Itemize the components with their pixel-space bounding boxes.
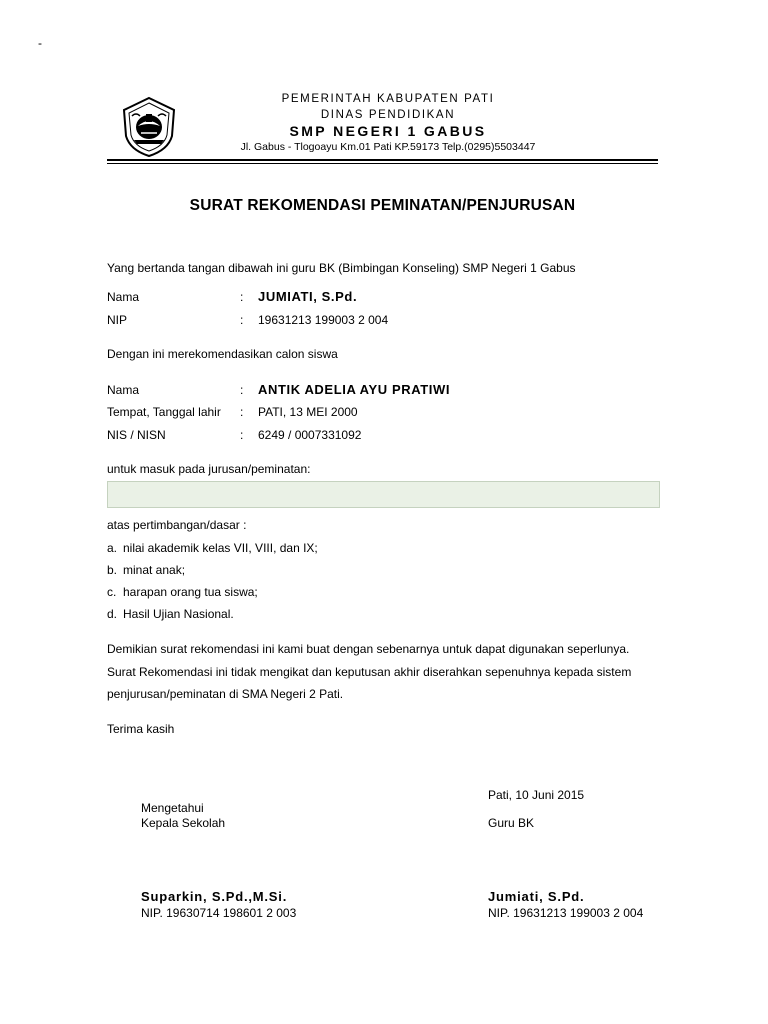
sign-right-role: Guru BK [488, 816, 535, 830]
student-nis-value: 6249 / 0007331092 [258, 428, 362, 442]
basis-item: minat anak; [123, 563, 186, 577]
basis-letter: c. [107, 585, 117, 599]
basis-item: harapan orang tua siswa; [123, 585, 258, 599]
basis-item: Hasil Ujian Nasional. [123, 607, 234, 621]
colon: : [240, 428, 244, 442]
colon: : [240, 405, 244, 419]
basis-item: nilai akademik kelas VII, VIII, dan IX; [123, 541, 318, 555]
jurusan-field[interactable] [107, 481, 660, 508]
sign-date: Pati, 10 Juni 2015 [488, 788, 585, 802]
intro-text: Yang bertanda tangan dibawah ini guru BK (Bimbingan Konseling) SMP Negeri 1 Gabus [107, 261, 576, 275]
recommend-text: Dengan ini merekomendasikan calon siswa [107, 347, 338, 361]
teacher-nip-value: 19631213 199003 2 004 [258, 313, 389, 327]
regency-emblem-icon [118, 96, 180, 158]
colon: : [240, 383, 244, 397]
sign-right-name: Jumiati, S.Pd. [488, 889, 585, 904]
letter-title: SURAT REKOMENDASI PEMINATAN/PENJURUSAN [189, 197, 576, 214]
letterhead-government: PEMERINTAH KABUPATEN PATI [281, 93, 495, 105]
sign-left-line1: Mengetahui [141, 801, 204, 815]
closing-line-3: penjurusan/peminatan di SMA Negeri 2 Pati. [107, 687, 344, 701]
letterhead-school: SMP NEGERI 1 GABUS [289, 123, 487, 139]
letterhead-department: DINAS PENDIDIKAN [320, 109, 456, 121]
sign-right-nip: NIP. 19631213 199003 2 004 [488, 906, 644, 920]
student-ttl-label: Tempat, Tanggal lahir [107, 405, 221, 419]
sign-left-name: Suparkin, S.Pd.,M.Si. [141, 889, 288, 904]
letterhead-rule-thin [107, 163, 658, 164]
page-mark: - [38, 36, 42, 50]
letterhead-address: Jl. Gabus - Tlogoayu Km.01 Pati KP.59173 Telp.(0295)5503447 [240, 141, 536, 153]
teacher-nip-label: NIP [107, 313, 128, 327]
student-ttl-value: PATI, 13 MEI 2000 [258, 405, 358, 419]
basis-letter: d. [107, 607, 118, 621]
teacher-name-value: JUMIATI, S.Pd. [258, 289, 358, 304]
student-name-value: ANTIK ADELIA AYU PRATIWI [258, 382, 451, 397]
sign-left-nip: NIP. 19630714 198601 2 003 [141, 906, 297, 920]
closing-line-2: Surat Rekomendasi ini tidak mengikat dan keputusan akhir diserahkan sepenuhnya kepada sistem [107, 665, 632, 679]
sign-left-line2: Kepala Sekolah [141, 816, 226, 830]
teacher-name-label: Nama [107, 290, 140, 304]
basis-label: atas pertimbangan/dasar : [107, 518, 247, 532]
basis-letter: b. [107, 563, 118, 577]
colon: : [240, 290, 244, 304]
student-nis-label: NIS / NISN [107, 428, 166, 442]
jurusan-label: untuk masuk pada jurusan/peminatan: [107, 462, 311, 476]
thanks-text: Terima kasih [107, 722, 175, 736]
letterhead-rule-thick [107, 159, 658, 161]
closing-line-1: Demikian surat rekomendasi ini kami buat dengan sebenarnya untuk dapat digunakan seperlunya. [107, 642, 630, 656]
basis-letter: a. [107, 541, 118, 555]
colon: : [240, 313, 244, 327]
student-name-label: Nama [107, 383, 140, 397]
